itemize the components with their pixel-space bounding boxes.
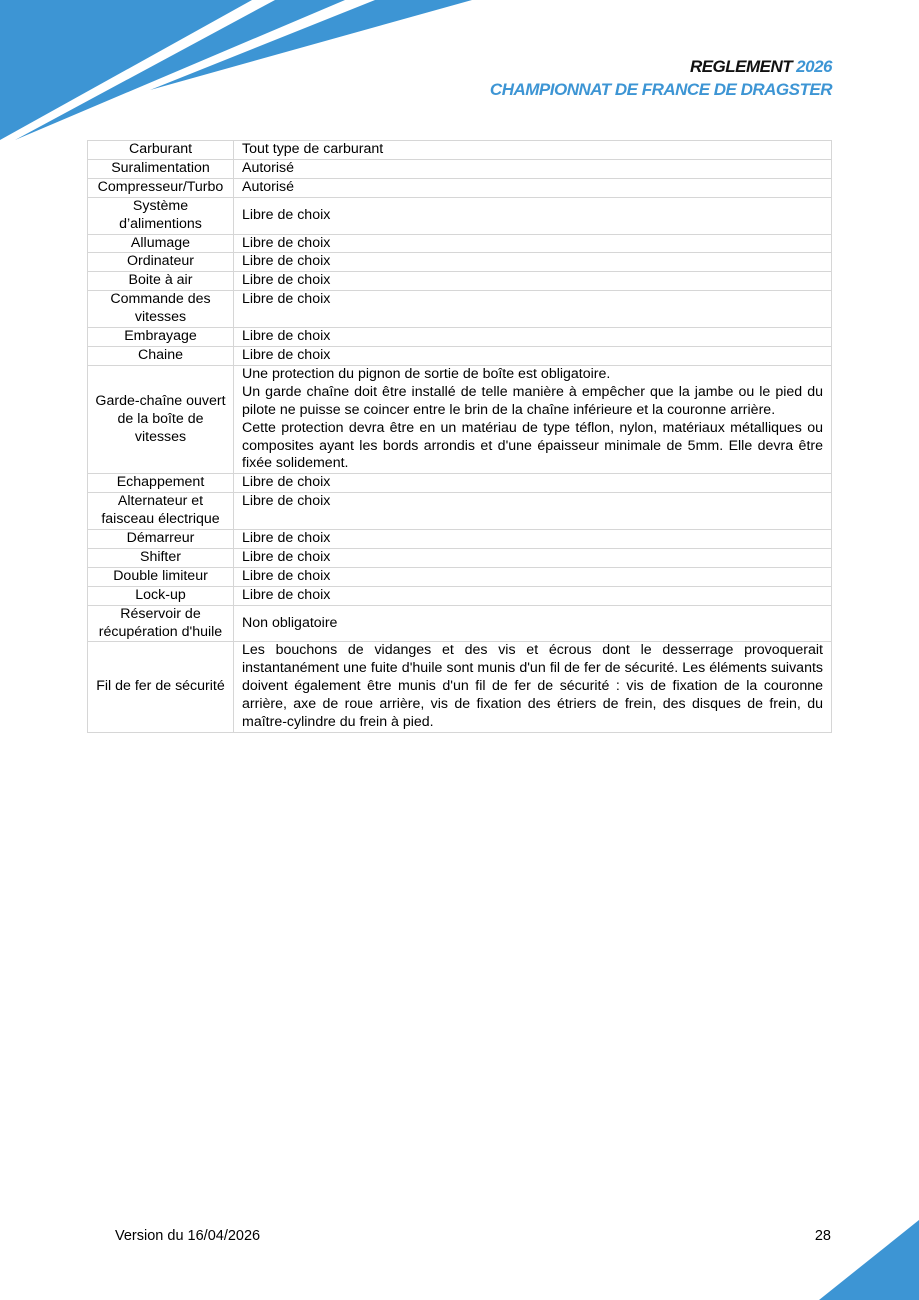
table-row <box>88 474 832 493</box>
paragraph: Une protection du pignon de sortie de boîte est obligatoire. <box>242 365 611 382</box>
row-value: Libre de choix <box>234 474 832 493</box>
row-value: Libre de choix <box>234 548 832 567</box>
row-value: Libre de choix <box>234 530 832 549</box>
row-label: Chaine <box>88 346 234 365</box>
header-title: REGLEMENT <box>689 57 793 76</box>
row-label: Shifter <box>88 548 234 567</box>
row-value <box>234 365 832 473</box>
row-label: Allumage <box>88 234 234 253</box>
header-subtitle: CHAMPIONNAT DE FRANCE DE DRAGSTER <box>489 80 832 99</box>
table-row <box>88 567 832 586</box>
paragraph: Cette protection devra être en un matériau de type téflon, nylon, matériaux métalliques ou composites ayant les bords arrondis et d'une épaisseur minimale de 5mm. Elle devra être fixée solidement. <box>242 419 823 472</box>
table-row <box>88 159 832 178</box>
row-value: Libre de choix <box>234 586 832 605</box>
row-value: Tout type de carburant <box>234 141 832 160</box>
row-value: Autorisé <box>234 159 832 178</box>
row-label: Fil de fer de sécurité <box>88 642 234 733</box>
table-row <box>88 272 832 291</box>
table-row <box>88 141 832 160</box>
header-title-line <box>490 55 832 78</box>
table-row <box>88 178 832 197</box>
row-value: Libre de choix <box>234 567 832 586</box>
table-row <box>88 586 832 605</box>
row-label: Commande des vitesses <box>88 291 234 328</box>
row-label: Lock-up <box>88 586 234 605</box>
table-row <box>88 346 832 365</box>
row-value: Libre de choix <box>234 328 832 347</box>
row-value: Non obligatoire <box>234 605 832 642</box>
table-row <box>88 530 832 549</box>
row-value: Libre de choix <box>234 234 832 253</box>
row-label: Embrayage <box>88 328 234 347</box>
row-label: Suralimentation <box>88 159 234 178</box>
row-label: Carburant <box>88 141 234 160</box>
row-value: Les bouchons de vidanges et des vis et écrous dont le desserrage provoquerait instantanément une fuite d'huile sont munis d'un fil de fer de sécurité. Les éléments suivants doivent également être munis d'un fil de fer de sécurité : vis de fixation de la couronne arrière, axe de roue arrière, vis de fixation des étriers de frein, des disques de frein, du maître-cylindre du frein à pied. <box>234 642 832 733</box>
row-value: Libre de choix <box>234 197 832 234</box>
row-label: Ordinateur <box>88 253 234 272</box>
page-number: 28 <box>814 1228 831 1244</box>
row-label: Compresseur/Turbo <box>88 178 234 197</box>
spec-table <box>87 140 832 733</box>
header-year: 2026 <box>796 57 832 76</box>
row-value: Libre de choix <box>234 272 832 291</box>
row-label: Alternateur et faisceau électrique <box>88 493 234 530</box>
table-row <box>88 197 832 234</box>
row-value: Autorisé <box>234 178 832 197</box>
table-row <box>88 234 832 253</box>
row-label: Système d’alimentions <box>88 197 234 234</box>
table-row <box>88 605 832 642</box>
table-row <box>88 548 832 567</box>
row-value: Libre de choix <box>234 346 832 365</box>
row-value: Libre de choix <box>234 291 832 328</box>
table-row <box>88 365 832 473</box>
corner-stripes-decoration <box>0 0 480 145</box>
row-label: Démarreur <box>88 530 234 549</box>
row-label: Réservoir de récupération d'huile <box>88 605 234 642</box>
table-row <box>88 253 832 272</box>
row-label: Double limiteur <box>88 567 234 586</box>
paragraph: Un garde chaîne doit être installé de telle manière à empêcher que la jambe ou le pied du pilote ne puisse se coincer entre le brin de la chaîne inférieure et la couronne arrière. <box>242 383 823 418</box>
footer-version: Version du 16/04/2026 <box>115 1228 261 1244</box>
row-label: Echappement <box>88 474 234 493</box>
row-value: Libre de choix <box>234 253 832 272</box>
corner-triangle-decoration <box>819 1220 919 1300</box>
table-row <box>88 328 832 347</box>
table-row <box>88 291 832 328</box>
table-row <box>88 493 832 530</box>
row-value: Libre de choix <box>234 493 832 530</box>
table-row <box>88 642 832 733</box>
row-label: Garde-chaîne ouvert de la boîte de vitesses <box>88 365 234 473</box>
row-label: Boite à air <box>88 272 234 291</box>
document-header <box>490 55 832 101</box>
